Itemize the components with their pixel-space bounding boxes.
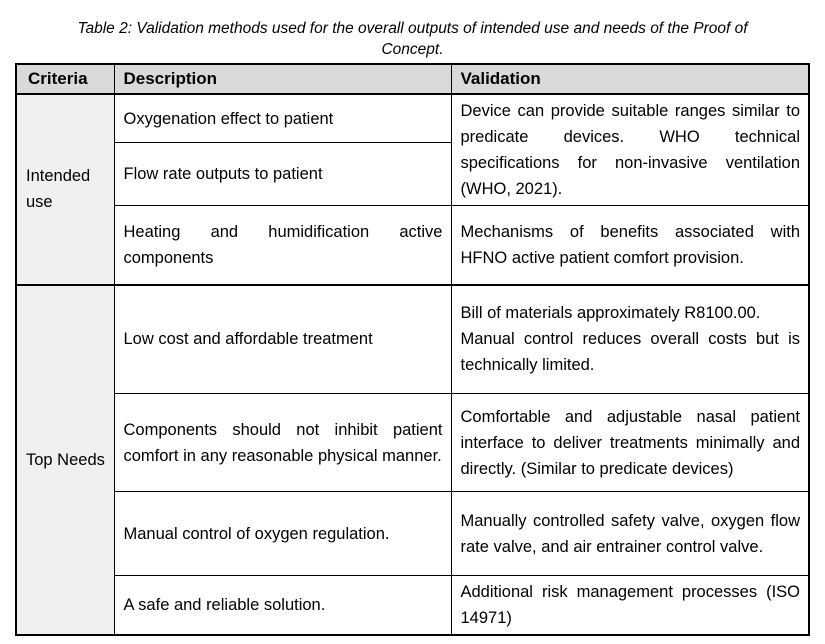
table-row — [16, 206, 809, 285]
table-header-row — [16, 64, 809, 94]
description-cell-heating-humidification: Heating and humidification active components — [114, 206, 451, 285]
column-header-validation: Validation — [451, 64, 809, 94]
description-cell-safe-reliable: A safe and reliable solution. — [114, 576, 451, 636]
criteria-cell-intended-use: Intended use — [16, 94, 114, 285]
validation-cell-manually-controlled-valves: Manually controlled safety valve, oxygen flow rate valve, and air entrainer control valve. — [451, 492, 809, 576]
column-header-description: Description — [114, 64, 451, 94]
validation-methods-table-wrapper — [15, 63, 810, 636]
criteria-cell-top-needs: Top Needs — [16, 285, 114, 636]
validation-cell-bill-of-materials — [451, 285, 809, 394]
column-header-criteria: Criteria — [16, 64, 114, 94]
description-cell-oxygenation-effect: Oxygenation effect to patient — [114, 94, 451, 143]
description-cell-manual-control-oxygen: Manual control of oxygen regulation. — [114, 492, 451, 576]
table-row — [16, 285, 809, 394]
validation-line-2: Manual control reduces overall costs but is technically limited. — [460, 330, 800, 375]
table-row — [16, 492, 809, 576]
table-row — [16, 394, 809, 492]
description-cell-components-comfort: Components should not inhibit patient comfort in any reasonable physical manner. — [114, 394, 451, 492]
validation-cell-hfno-benefits: Mechanisms of benefits associated with HFNO active patient comfort provision. — [451, 206, 809, 285]
table-body — [16, 94, 809, 635]
table-header — [16, 64, 809, 94]
validation-line-1: Bill of materials approximately R8100.00. — [460, 304, 761, 323]
validation-cell-risk-management: Additional risk management processes (ISO 14971) — [451, 576, 809, 636]
validation-methods-table — [15, 63, 810, 636]
table-row — [16, 576, 809, 636]
validation-cell-device-ranges: Device can provide suitable ranges similar to predicate devices. WHO technical specifications for non-invasive ventilation (WHO, 2021). — [451, 94, 809, 206]
validation-cell-nasal-interface: Comfortable and adjustable nasal patient interface to deliver treatments minimally and directly. (Similar to predicate devices) — [451, 394, 809, 492]
description-cell-flow-rate-outputs: Flow rate outputs to patient — [114, 143, 451, 206]
description-cell-low-cost: Low cost and affordable treatment — [114, 285, 451, 394]
table-row — [16, 94, 809, 143]
table-caption: Table 2: Validation methods used for the overall outputs of intended use and needs of the Proof of Concept. — [77, 20, 748, 58]
